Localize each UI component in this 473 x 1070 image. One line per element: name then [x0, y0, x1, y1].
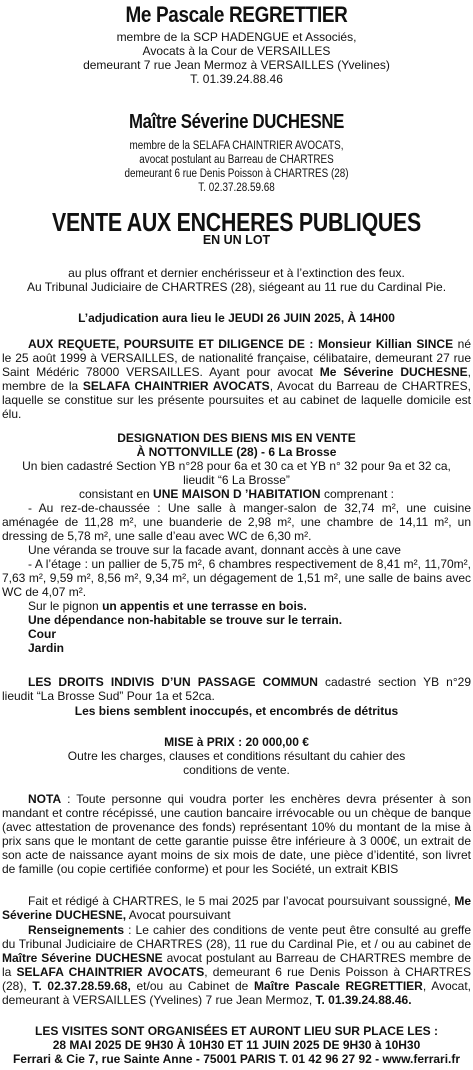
designation-details [2, 501, 471, 655]
droits-occupation: Les biens semblent inoccupés, et encombrés de détritus [74, 704, 399, 718]
visites-line1: LES VISITES SONT ORGANISÉES ET AURONT LIEU SUR PLACE LES : [35, 1024, 438, 1038]
lawyer2-line3: demeurant 6 rue Denis Poisson à CHARTRES (28) [124, 168, 349, 180]
lawyer2-block [2, 110, 471, 195]
fait-paragraph [2, 894, 471, 922]
requete-text1: né le 25 août 1999 à VERSAILLES, de nationalité française, célibataire, demeurant 27 rue Saint Médéric 78000 VERSAILLES. Ayant pour avocat [2, 337, 472, 379]
renseignements-paragraph: Renseignements : Le cahier des conditions de vente peut être consulté au greffe du Tribunal Judiciaire de CHARTRES (28), 11 rue du Cardinal Pie, et / ou au cabinet de Maître Séverine DUCHESNE avocat postulant au Barreau de CHARTRES membre de la SELAFA CHAINTRIER AVOCATS, demeurant 6 rue Denis Poisson à CHARTRES (28), T. 02.37.28.59.68, et/ou au Cabinet de Maître Pascale REGRETTIER, Avocat, demeurant à VERSAILLES (Yvelines) 7 rue Jean Mermoz, T. 01.39.24.88.46. [2, 923, 471, 1007]
designation-veranda: Une véranda se trouve sur la facade avant, donnant accès à une cave [28, 543, 401, 557]
requete-selafa: SELAFA CHAINTRIER AVOCATS [82, 379, 270, 393]
requete-avocat: Me Séverine DUCHESNE [319, 365, 468, 379]
sale-header [2, 208, 471, 247]
requete-paragraph [2, 337, 471, 421]
droits-lead: LES DROITS INDIVIS D’UN PASSAGE COMMUN [28, 675, 318, 689]
designation-cadastre2: lieudit “6 La Brosse” [183, 473, 290, 487]
designation-jardin: Jardin [28, 641, 65, 655]
mise-a-prix: MISE à PRIX : 20 000,00 € [164, 735, 309, 749]
fait-name: Me Séverine DUCHESNE, [2, 894, 471, 922]
designation-place: À NOTTONVILLE (28) - 6 La Brosse [136, 445, 337, 459]
sale-title: VENTE AUX ENCHERES PUBLIQUES [51, 207, 422, 237]
requete-lead: AUX REQUETE, POURSUITE ET DILIGENCE DE : Monsieur Killian SINCE [28, 337, 454, 351]
designation-header [2, 431, 471, 501]
designation-cadastre1: Un bien cadastré Section YB n°28 pour 6a et 30 ca et YB n° 32 pour 9a et 32 ca, [22, 459, 451, 473]
designation-rdc: - Au rez-de-chaussée : Une salle à manger-salon de 32,74 m², une cuisine aménagée de 11,28 m², une buanderie de 2,98 m², une chambre de 14,11 m², un dressing de 5,78 m², une salle d’eau avec WC de 6,30 m². [2, 501, 471, 543]
renseignements-label: Renseignements [28, 923, 125, 937]
requete-text3: , Avocat du Barreau de CHARTRES, laquelle se constitue sur les présente poursuites et au cabinet de laquelle domicile est élu. [2, 379, 471, 421]
visites-block [2, 1024, 471, 1066]
prix-block [2, 735, 471, 777]
nota-paragraph [2, 792, 471, 876]
lawyer1-phone: T. 01.39.24.88.46 [190, 72, 283, 86]
designation-consist: consistant en UNE MAISON D ’HABITATION comprenant : [79, 487, 394, 501]
lawyer2-line2: avocat postulant au Barreau de CHARTRES [139, 154, 334, 166]
lawyer1-line3: demeurant 7 rue Jean Mermoz à VERSAILLES (Yvelines) [83, 58, 390, 72]
lawyer1-line1: membre de la SCP HADENGUE et Associés, [116, 30, 357, 44]
publisher-footer: Ferrari & Cie 7, rue Sainte Anne - 75001 PARIS T. 01 42 96 27 92 - www.ferrari.fr [12, 1052, 461, 1066]
designation-dependance: Une dépendance non-habitable se trouve sur le terrain. [28, 613, 343, 627]
designation-cour: Cour [28, 627, 56, 641]
visites-line2: 28 MAI 2025 DE 9H30 À 10H30 ET 11 JUIN 2025 DE 9H30 à 10H30 [52, 1038, 421, 1052]
nota-label: NOTA [28, 792, 62, 806]
droits-text: cadastré section YB n°29 lieudit “La Brosse Sud” Pour 1a et 52ca. [2, 675, 471, 703]
prix-outre: Outre les charges, clauses et conditions résultant du cahier des conditions de vente. [67, 749, 406, 777]
sale-intro-line1: au plus offrant et dernier enchérisseur et à l’extinction des feux. [68, 266, 405, 280]
lawyer1-block [2, 2, 471, 86]
lawyer2-name: Maître Séverine DUCHESNE [128, 111, 345, 133]
sale-intro [2, 266, 471, 294]
fait-post: Avocat poursuivant [126, 908, 231, 922]
lawyer1-line2: Avocats à la Cour de VERSAILLES [142, 44, 331, 58]
designation-heading: DESIGNATION DES BIENS MIS EN VENTE [117, 431, 356, 445]
designation-etage: - A l’étage : un pallier de 5,75 m², 6 chambres respectivement de 8,41 m², 11,70m², 7,63 m², 9,59 m², 8,56 m², 9,34 m², un dégagement de 1,51 m², une salle de bains avec WC de 4,07 m². [2, 557, 471, 599]
droits-paragraph [2, 675, 471, 703]
lawyer2-phone: T. 02.37.28.59.68 [198, 182, 275, 194]
sale-subtitle: EN UN LOT [202, 233, 271, 247]
nota-text: : Toute personne qui voudra porter les enchères devra présenter à son mandant et contre récépissé, une caution bancaire irrévocable ou un chèque de banque (avec attestation de provenance des fonds) représentant 10% du montant de la mise à prix sans que le montant de cette garantie puisse être inférieure à 3 000€, un extrait de son acte de naissance ayant moins de six mois de date, une pièce d’identité, son livret de famille (ou copie certifiée conforme) et pour les Société, un extrait KBIS [2, 792, 471, 876]
sale-intro-line2: Au Tribunal Judiciaire de CHARTRES (28), siégeant au 11 rue du Cardinal Pie. [26, 280, 447, 294]
lawyer1-name: Me Pascale REGRETTIER [125, 2, 348, 27]
requete-text2: , membre de la [2, 365, 472, 393]
fait-text: Fait et rédigé à CHARTRES, le 5 mai 2025 par l’avocat poursuivant soussigné, [28, 894, 455, 908]
sale-date: L’adjudication aura lieu le JEUDI 26 JUIN 2025, À 14H00 [78, 311, 395, 325]
lawyer2-line1: membre de la SELAFA CHAINTRIER AVOCATS, [129, 140, 344, 152]
designation-pignon: Sur le pignon un appentis et une terrasse en bois. [28, 599, 307, 613]
